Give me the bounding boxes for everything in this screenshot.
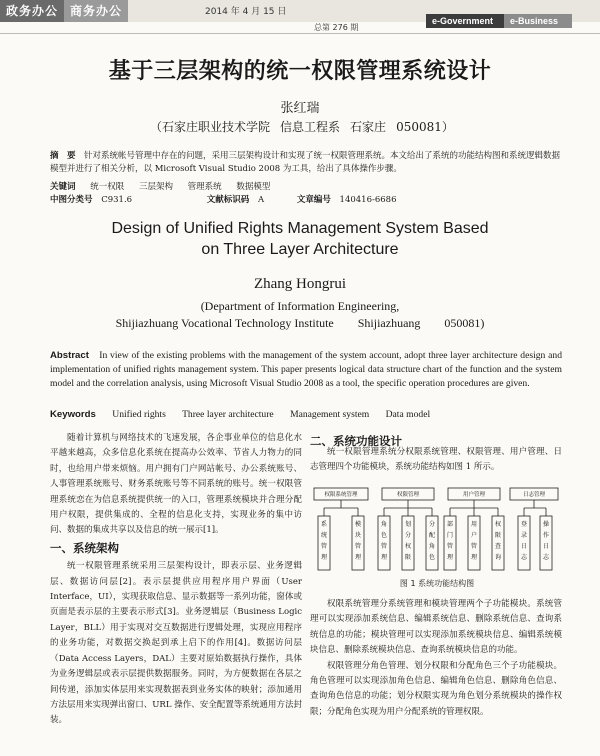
affil-school: 石家庄职业技术学院 <box>162 120 271 134</box>
section-2-paragraph-3: 权限管理分角色管理、划分权限和分配角色三个子功能模块。角色管理可以实现添加角色信息、编辑角色信息、删除角色信息、查询角色信息的功能；划分权限实现为角色划分系统模块的操作权限；分配角色实现为用户分配系统的管理权限。 <box>310 660 562 717</box>
doc-label: 文献标识码 <box>206 195 250 205</box>
art-label: 文章编号 <box>296 195 331 205</box>
cls-label: 中图分类号 <box>50 195 93 205</box>
affil-dept: 信息工程系 <box>280 120 341 134</box>
affil-zip: 050081 <box>396 120 442 134</box>
fig-top-label: 日志管理 <box>522 492 546 498</box>
section-2-paragraph: 统一权限管理系统分权限系统管理、权限管理、用户管理、日志管理四个功能模块，系统功能结构如图 1 所示。 <box>310 447 562 473</box>
fig-top-label: 权限系统管理 <box>324 492 358 498</box>
body-left-column <box>50 431 302 729</box>
fig-leaf-label: 分配角色 <box>428 521 436 561</box>
keywords-en <box>50 409 444 420</box>
affil-en-line1: (Department of Information Engineering, <box>200 299 400 313</box>
keywords-en-label: Keywords <box>50 409 96 420</box>
keyword-en: Unified rights <box>112 409 166 420</box>
fig-leaf-label: 划分权限 <box>404 521 412 561</box>
header-tag-ebiz: 商务办公 <box>64 0 128 22</box>
title-en-line2: on Three Layer Architecture <box>201 241 399 258</box>
classification-row <box>50 193 403 205</box>
section-2-paragraph-2: 权限系统管理分系统管理和模块管理两个子功能模块。系统管理可以实现添加系统信息、编辑系统信息、删除系统信息、查询系统信息的功能；模块管理可以实现添加系统模块信息、编辑系统模块信息、删除系统模块信息、查询系统模块信息的功能。 <box>310 599 562 656</box>
paper-title-en <box>0 218 600 260</box>
affil-city: 石家庄 <box>350 120 387 134</box>
section-2-body <box>310 597 562 720</box>
fig-leaf-label: 模块管理 <box>354 521 362 561</box>
keyword-cn: 管理系统 <box>187 182 222 192</box>
affil-en-line2: Shijiazhuang Vocational Technology Institute Shijiazhuang 050081) <box>115 316 485 330</box>
abstract-en-text: In view of the existing problems with the management of the system account, adopt three layer architecture design and implementation of unified rights management system. This paper presents logical data structure chart of the function and the system model and the correlation analysis, using Microsoft Visual Studio 2008 as a tool, the specific operation procedures are given. <box>50 350 562 389</box>
affil-open: （ <box>150 120 163 134</box>
header-tag-egov: 政务办公 <box>0 0 64 22</box>
author-cn: 张红瑞 <box>280 101 320 116</box>
header-brand <box>426 14 572 28</box>
keyword-cn: 统一权限 <box>90 182 125 192</box>
title-en-line1: Design of Unified Rights Management System Based <box>111 220 489 237</box>
fig-leaf-label: 用户管理 <box>470 521 478 561</box>
fig-leaf-label: 权限查询 <box>494 521 502 561</box>
section-1-paragraph: 统一权限管理系统采用三层架构设计，即表示层、业务逻辑层、数据访问层[2]。表示层提供应用程序用户界面（User Interface，UI），实现获取信息、显示数据等一系列功能，窗体或页面是表示层的主要表示形式[3]。业务逻辑层（Business Logic Layer，BLL）用于实现对交互数据进行逻辑处理，实现应用程序的业务功能，对数据交换起到承上启下的作用[4]。数据访问层（Data Access Layers，DAL）主要对原始数据执行操作，具体为业务逻辑层或表示层提供数据服务。同时，为方便数据在各层之间传递，添加实体层用来实现数据表到业务实体的映射；添加通用方法层用来实现弹出窗口、URL 操作、安全配置等系统通用方法封装。 <box>50 561 302 726</box>
header-date: 2014 年 4 月 15 日 <box>205 7 287 17</box>
abstract-en <box>50 349 562 391</box>
keywords-cn-label: 关键词 <box>50 182 76 192</box>
section-2-intro <box>310 445 562 476</box>
keywords-cn <box>50 180 282 192</box>
brand-ebiz: e-Business <box>504 14 572 28</box>
affiliation-en <box>0 298 600 332</box>
keyword-cn: 数据模型 <box>236 182 271 192</box>
art-value: 140416-6686 <box>339 195 397 205</box>
intro-paragraph: 随着计算机与网络技术的飞速发展，各企事业单位的信息化水平越来越高，众多信息化系统在提高办公效率、节省人力物力的同时，也给用户带来烦恼。用户拥有门户网站帐号、办公系统账号、人事管理系统账号、财务系统账号等不同系统的账号。统一权限管理系统恋在为信息系统提供统一的入口，管理系统模块并合理分配用户权限，提供集成的、全程的信息化支持，实现业务的集中访问、数据的集成共享以及信息的统一展示[1]。 <box>50 433 302 536</box>
paper-title-cn: 基于三层架构的统一权限管理系统设计 <box>108 59 492 84</box>
header-issue: 总第 276 期 <box>314 23 359 32</box>
keyword-en: Data model <box>385 409 431 420</box>
fig-leaves <box>318 508 552 570</box>
figure-caption: 图 1 系统功能结构图 <box>399 579 475 588</box>
keyword-en: Management system <box>290 409 370 420</box>
abstract-en-label: Abstract <box>50 350 89 361</box>
abstract-cn <box>50 150 562 176</box>
author-en: Zhang Hongrui <box>253 276 347 292</box>
abstract-cn-label: 摘 要 <box>50 151 76 161</box>
affil-close: ） <box>441 120 454 134</box>
fig-leaf-label: 操作日志 <box>542 521 550 561</box>
function-structure-figure <box>312 486 562 572</box>
header-tags <box>0 0 128 22</box>
section-1-heading: 一、系统架构 <box>50 540 119 555</box>
abstract-cn-text: 针对系统帐号管理中存在的问题，采用三层架构设计和实现了统一权限管理系统。本文给出了系统的功能结构图和系统逻辑数据模型并进行了相关分析，以 Microsoft Visual Studio 2008 为工具，给出了具体操作步骤。 <box>50 151 561 174</box>
doc-value: A <box>257 195 265 205</box>
fig-leaf-label: 部门管理 <box>446 521 454 561</box>
header-rule <box>0 33 600 34</box>
section-2-heading: 二、系统功能设计 <box>310 434 402 448</box>
fig-top-label: 用户管理 <box>462 492 486 498</box>
fig-top-label: 权限管理 <box>396 492 420 498</box>
fig-leaf-label: 系统管理 <box>320 521 328 561</box>
affiliation-cn <box>150 118 464 135</box>
fig-leaf-label: 角色管理 <box>380 521 388 561</box>
brand-egov: e-Government <box>426 14 504 28</box>
keyword-cn: 三层架构 <box>138 182 173 192</box>
keyword-en: Three layer architecture <box>182 409 274 420</box>
fig-leaf-label: 登录日志 <box>520 521 528 561</box>
cls-value: C931.6 <box>101 195 133 205</box>
